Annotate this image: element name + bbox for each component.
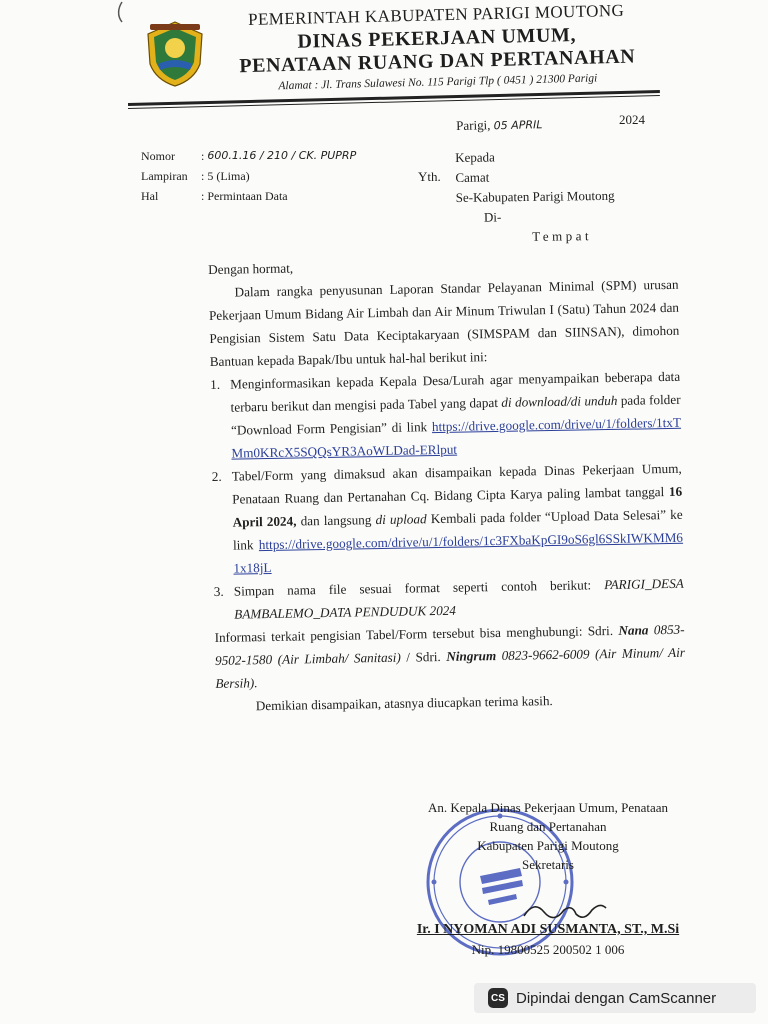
- recipient-tempat: Tempat: [532, 228, 593, 244]
- contact-name-1: Nana: [618, 622, 649, 638]
- signature-block: [398, 798, 698, 874]
- contact-phone-2: 0823-9662-6009 (Air Minum/ Air Bersih).: [215, 644, 686, 691]
- list-item: [210, 365, 682, 465]
- nomor-label: Nomor: [141, 149, 175, 163]
- camscanner-label: Dipindai dengan CamScanner: [516, 989, 717, 1007]
- contact-separator: / Sdri.: [406, 648, 441, 665]
- letterhead-agency-2: PENATAAN RUANG DAN PERTANAHAN: [239, 45, 636, 78]
- item3-text: Simpan nama file sesuai format seperti contoh berikut:: [233, 577, 592, 599]
- item2-text-3: Kembali pada folder “Upload Data Selesai” ke link: [232, 506, 683, 553]
- download-form-link[interactable]: https://drive.google.com/drive/u/1/folders/1txTMm0KRcX5SQQsYR3AoWLDad-ERlput: [231, 414, 682, 461]
- letterhead-agency: DINAS PEKERJAAN UMUM,: [297, 23, 577, 53]
- camscanner-icon: CS: [488, 988, 508, 1008]
- date-year: 2024: [619, 112, 645, 127]
- pen-mark: [114, 0, 134, 24]
- upload-folder-link[interactable]: https://drive.google.com/drive/u/1/folders/1c3FXbaKpGI9oS6gl6SSkIWKMM61x18jL: [233, 529, 684, 576]
- nomor-colon: :: [201, 149, 205, 163]
- item-number: 1.: [210, 376, 221, 392]
- signature-title-4: Sekretaris: [522, 857, 574, 872]
- contact-paragraph: [214, 618, 685, 695]
- item-number: 3.: [213, 583, 224, 599]
- item1-italic: di download/di unduh: [501, 392, 618, 410]
- date-prefix: Parigi,: [456, 117, 491, 133]
- item2-deadline: 16 April 2024,: [232, 483, 683, 530]
- contact-text: Informasi terkait pengisian Tabel/Form tersebut bisa menghubungi: Sdri.: [214, 622, 614, 645]
- list-item: [212, 457, 684, 580]
- nomor-value: 600.1.16 / 210 / CK. PUPRP: [207, 149, 357, 162]
- lampiran-value: : 5 (Lima): [201, 169, 250, 183]
- intro-paragraph: Dalam rangka penyusunan Laporan Standar Pelayanan Minimal (SPM) urusan Pekerjaan Umum Bidang Air Limbah dan Air Minum Triwulan I (Satu) Tahun 2024 dan Pengisian Sistem Satu Data Keciptakaryaan (SIMSPAM dan SIINSAN), dimohon Bantuan kepada Bapak/Ibu untuk hal-hal berikut ini:: [208, 276, 680, 369]
- recipient-kepada: Kepada: [455, 149, 495, 165]
- signatory-nip: Nip. 19800525 200502 1 006: [471, 942, 625, 957]
- recipient-di: Di-: [483, 209, 502, 225]
- letter-meta: [141, 146, 356, 206]
- item-number: 2.: [211, 468, 222, 484]
- regency-logo: [144, 20, 206, 88]
- hal-label: Hal: [141, 189, 159, 203]
- signatory-name: Ir. I NYOMAN ADI SUSMANTA, ST., M.Si: [416, 922, 680, 937]
- item1-text-2: pada folder “Download Form Pengisian” di link: [230, 391, 681, 438]
- lampiran-label: Lampiran: [141, 169, 188, 183]
- camscanner-badge: [474, 983, 756, 1013]
- item3-filename-example: PARIGI_DESA BAMBALEMO_DATA PENDUDUK 2024: [234, 575, 684, 622]
- item2-italic: di upload: [375, 511, 427, 528]
- contact-phone-1: 0853-9502-1580 (Air Limbah/ Sanitasi): [214, 621, 685, 668]
- date-handwritten: 05 APRIL: [493, 118, 543, 133]
- recipient-block: [455, 146, 615, 248]
- item2-text-2: dan langsung: [300, 512, 372, 529]
- recipient-region: Se-Kabupaten Parigi Moutong: [455, 187, 615, 205]
- signature-title-3: Kabupaten Parigi Moutong: [477, 838, 619, 853]
- nomor-row: [141, 146, 356, 166]
- signature-title-2: Ruang dan Pertanahan: [489, 819, 607, 834]
- letterhead-address: Alamat : Jl. Trans Sulawesi No. 115 Parigi Tlp ( 0451 ) 21300 Parigi: [278, 72, 598, 93]
- hal-value: : Permintaan Data: [201, 189, 288, 203]
- contact-name-2: Ningrum: [446, 648, 497, 664]
- item1-text: Menginformasikan kepada Kepala Desa/Lurah agar menyampaikan beberapa data terbaru berikut dan mengisi pada Tabel yang dapat: [230, 368, 681, 415]
- letter-date: [456, 116, 543, 134]
- item2-text: Tabel/Form yang dimaksud akan disampaikan kepada Dinas Pekerjaan Umum, Penataan Ruang dan Pertanahan Cq. Bidang Cipta Karya paling lambat tanggal: [231, 460, 682, 507]
- letter-body: [208, 250, 686, 718]
- list-item: [214, 572, 685, 626]
- letterhead-government: PEMERINTAH KABUPATEN PARIGI MOUTONG: [247, 0, 625, 29]
- yth-label: Yth.: [418, 169, 441, 184]
- recipient-camat: Camat: [455, 169, 490, 185]
- signature-title-1: An. Kepala Dinas Pekerjaan Umum, Penataan: [427, 800, 669, 815]
- letterhead: [206, 0, 668, 96]
- hal-row: [141, 186, 356, 206]
- lampiran-row: [141, 166, 356, 186]
- greeting: Dengan hormat,: [208, 260, 294, 277]
- closing-line: Demikian disampaikan, atasnya diucapkan terima kasih.: [255, 693, 553, 714]
